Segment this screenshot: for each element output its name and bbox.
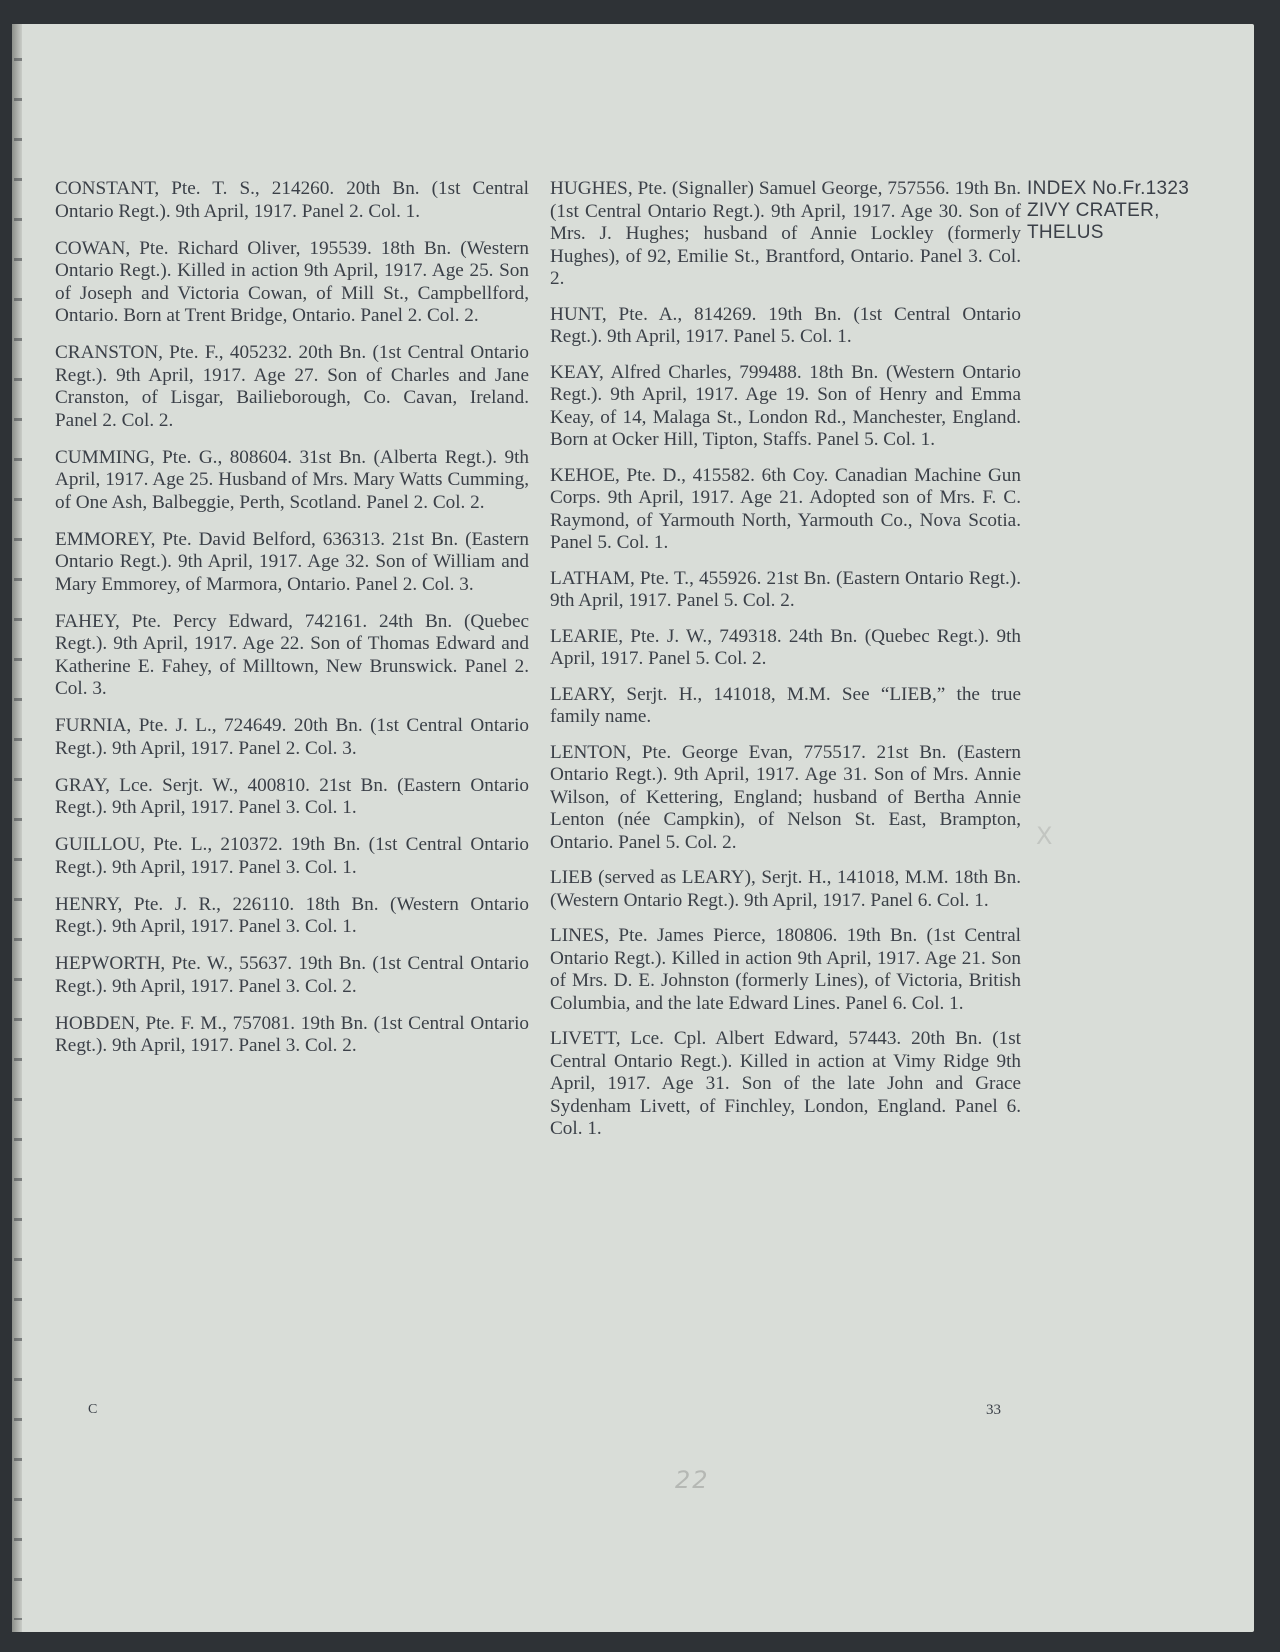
- entry-cumming: CUMMING, Pte. G., 808604. 31st Bn. (Alberta Regt.). 9th April, 1917. Age 25. Husband of Mrs. Mary Watts Cumming, of One Ash, Balbeggie, Perth, Scotland. Panel 2. Col. 2.: [55, 446, 529, 513]
- entry-gray: GRAY, Lce. Serjt. W., 400810. 21st Bn. (Eastern Ontario Regt.). 9th April, 1917. Panel 3. Col. 1.: [55, 774, 529, 818]
- binding-stitches: [14, 40, 22, 1620]
- pencil-tick-mark: X: [1036, 822, 1053, 850]
- left-column: [55, 178, 529, 1072]
- right-column: [550, 178, 1021, 1154]
- index-number: INDEX No.Fr.1323: [1027, 178, 1190, 199]
- entry-lieb: LIEB (served as LEARY), Serjt. H., 141018, M.M. 18th Bn. (Western Ontario Regt.). 9th April, 1917. Panel 6. Col. 1.: [550, 867, 1021, 911]
- entry-latham: LATHAM, Pte. T., 455926. 21st Bn. (Eastern Ontario Regt.). 9th April, 1917. Panel 5. Col. 2.: [550, 567, 1021, 611]
- entry-constant: CONSTANT, Pte. T. S., 214260. 20th Bn. (1st Central Ontario Regt.). 9th April, 1917. Panel 2. Col. 1.: [55, 178, 529, 222]
- entry-fahey: FAHEY, Pte. Percy Edward, 742161. 24th Bn. (Quebec Regt.). 9th April, 1917. Age 22. Son of Thomas Edward and Katherine E. Fahey, of Milltown, New Brunswick. Panel 2. Col. 3.: [55, 610, 529, 699]
- entry-livett: LIVETT, Lce. Cpl. Albert Edward, 57443. 20th Bn. (1st Central Ontario Regt.). Killed in action at Vimy Ridge 9th April, 1917. Age 31. Son of the late John and Grace Sydenham Livett, of Finchley, London, England. Panel 6. Col. 1.: [550, 1028, 1021, 1139]
- entry-cowan: COWAN, Pte. Richard Oliver, 195539. 18th Bn. (Western Ontario Regt.). Killed in action 9th April, 1917. Age 25. Son of Joseph and Victoria Cowan, of Mill St., Campbellford, Ontario. Born at Trent Bridge, Ontario. Panel 2. Col. 2.: [55, 237, 529, 326]
- page-number: 33: [986, 1402, 1001, 1418]
- signature-letter: C: [88, 1402, 98, 1417]
- entry-hughes: HUGHES, Pte. (Signaller) Samuel George, 757556. 19th Bn. (1st Central Ontario Regt.). 9th April, 1917. Age 30. Son of Mrs. J. Hughes; husband of Annie Lockley (formerly Hughes), of 92, Emilie St., Brantford, Ontario. Panel 3. Col. 2.: [550, 178, 1021, 289]
- pencil-annotation: 22: [675, 1466, 710, 1494]
- index-reference: [1027, 178, 1257, 244]
- entry-hepworth: HEPWORTH, Pte. W., 55637. 19th Bn. (1st Central Ontario Regt.). 9th April, 1917. Panel 3. Col. 2.: [55, 953, 529, 997]
- entry-furnia: FURNIA, Pte. J. L., 724649. 20th Bn. (1st Central Ontario Regt.). 9th April, 1917. Panel 2. Col. 3.: [55, 715, 529, 759]
- entry-kehoe: KEHOE, Pte. D., 415582. 6th Coy. Canadian Machine Gun Corps. 9th April, 1917. Age 21. Adopted son of Mrs. F. C. Raymond, of Yarmouth North, Yarmouth Co., Nova Scotia. Panel 5. Col. 1.: [550, 464, 1021, 553]
- cemetery-location: THELUS: [1027, 222, 1104, 243]
- entry-hunt: HUNT, Pte. A., 814269. 19th Bn. (1st Central Ontario Regt.). 9th April, 1917. Panel 5. Col. 1.: [550, 303, 1021, 347]
- entry-learie: LEARIE, Pte. J. W., 749318. 24th Bn. (Quebec Regt.). 9th April, 1917. Panel 5. Col. 2.: [550, 625, 1021, 669]
- entry-lines: LINES, Pte. James Pierce, 180806. 19th Bn. (1st Central Ontario Regt.). Killed in action 9th April, 1917. Age 21. Son of Mrs. D. E. Johnston (formerly Lines), of Victoria, British Columbia, and the late Edward Lines. Panel 6. Col. 1.: [550, 925, 1021, 1014]
- entry-hobden: HOBDEN, Pte. F. M., 757081. 19th Bn. (1st Central Ontario Regt.). 9th April, 1917. Panel 3. Col. 2.: [55, 1012, 529, 1056]
- cemetery-name: ZIVY CRATER,: [1027, 200, 1160, 221]
- entry-leary: LEARY, Serjt. H., 141018, M.M. See “LIEB,” the true family name.: [550, 683, 1021, 727]
- entry-lenton: LENTON, Pte. George Evan, 775517. 21st Bn. (Eastern Ontario Regt.). 9th April, 1917. Age 31. Son of Mrs. Annie Wilson, of Kettering, England; husband of Bertha Annie Lenton (née Campkin), of Nelson St. East, Brampton, Ontario. Panel 5. Col. 2.: [550, 741, 1021, 853]
- entry-henry: HENRY, Pte. J. R., 226110. 18th Bn. (Western Ontario Regt.). 9th April, 1917. Panel 3. Col. 1.: [55, 893, 529, 937]
- entry-keay: KEAY, Alfred Charles, 799488. 18th Bn. (Western Ontario Regt.). 9th April, 1917. Age 19. Son of Henry and Emma Keay, of 14, Malaga St., London Rd., Manchester, England. Born at Ocker Hill, Tipton, Staffs. Panel 5. Col. 1.: [550, 361, 1021, 450]
- entry-guillou: GUILLOU, Pte. L., 210372. 19th Bn. (1st Central Ontario Regt.). 9th April, 1917. Panel 3. Col. 1.: [55, 834, 529, 878]
- entry-emmorey: EMMOREY, Pte. David Belford, 636313. 21st Bn. (Eastern Ontario Regt.). 9th April, 1917. Age 32. Son of William and Mary Emmorey, of Marmora, Ontario. Panel 2. Col. 3.: [55, 528, 529, 595]
- entry-cranston: CRANSTON, Pte. F., 405232. 20th Bn. (1st Central Ontario Regt.). 9th April, 1917. Age 27. Son of Charles and Jane Cranston, of Lisgar, Bailieborough, Co. Cavan, Ireland. Panel 2. Col. 2.: [55, 342, 529, 431]
